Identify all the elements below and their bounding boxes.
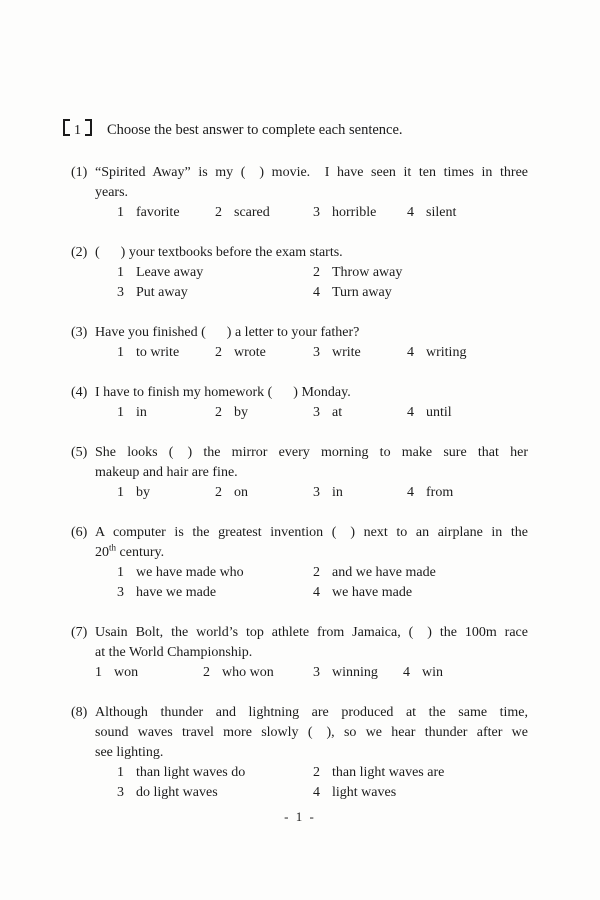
- options-row: [95, 783, 528, 803]
- option-number: 2: [313, 265, 320, 280]
- option-3: [313, 663, 403, 683]
- option-label: wrote: [234, 345, 266, 360]
- question-text-line: makeup and hair are fine.: [95, 465, 238, 480]
- question-number: (2): [71, 245, 88, 260]
- option-1: [117, 203, 215, 223]
- question-text-line: see lighting.: [95, 745, 164, 760]
- question-2: [71, 243, 528, 303]
- option-label: to write: [136, 345, 180, 360]
- question-8: [71, 703, 528, 803]
- option-number: 3: [313, 345, 320, 360]
- options-row: [95, 483, 528, 503]
- option-number: 4: [403, 665, 410, 680]
- option-label: winning: [332, 665, 378, 680]
- option-number: 1: [117, 565, 124, 580]
- options-row: [95, 343, 528, 363]
- option-4: [313, 583, 412, 603]
- option-label: who won: [222, 665, 274, 680]
- question-1: [71, 163, 528, 223]
- options-row: [95, 283, 528, 303]
- option-2: [313, 763, 444, 783]
- option-label: we have made who: [136, 565, 244, 580]
- question-number: (8): [71, 705, 88, 720]
- lenticular-bracket-close: [85, 119, 92, 136]
- option-number: 3: [313, 405, 320, 420]
- option-label: do light waves: [136, 785, 218, 800]
- option-2: [215, 203, 313, 223]
- option-label: in: [136, 405, 147, 420]
- option-label: from: [426, 485, 454, 500]
- option-1: [117, 563, 313, 583]
- option-label: Throw away: [332, 265, 403, 280]
- option-2: [203, 663, 313, 683]
- question-text-line: I have to finish my homework ( ) Monday.: [95, 385, 351, 400]
- option-4: [407, 403, 452, 423]
- option-1: [117, 343, 215, 363]
- option-label: scared: [234, 205, 270, 220]
- option-1: [117, 763, 313, 783]
- options-row: [95, 583, 528, 603]
- option-1: [117, 403, 215, 423]
- question-text-line: at the World Championship.: [95, 645, 253, 660]
- option-number: 2: [215, 405, 222, 420]
- question-number: (6): [71, 525, 88, 540]
- option-2: [215, 403, 313, 423]
- question-text-line: Although thunder and lightning are produced at the same time,: [95, 705, 528, 720]
- option-number: 4: [407, 405, 414, 420]
- question-text-line: sound waves travel more slowly ( ), so we hear thunder after we: [95, 725, 528, 740]
- question-5: [71, 443, 528, 503]
- option-number: 4: [313, 285, 320, 300]
- option-4: [407, 203, 456, 223]
- option-2: [313, 263, 402, 283]
- section-instruction: Choose the best answer to complete each sentence.: [107, 122, 403, 138]
- question-4: [71, 383, 528, 423]
- option-number: 3: [117, 785, 124, 800]
- option-number: 2: [215, 205, 222, 220]
- option-3: [117, 583, 313, 603]
- option-4: [407, 343, 466, 363]
- question-3: [71, 323, 528, 363]
- option-label: writing: [426, 345, 467, 360]
- option-2: [313, 563, 436, 583]
- option-3: [313, 343, 407, 363]
- option-number: 2: [313, 765, 320, 780]
- option-label: Leave away: [136, 265, 204, 280]
- question-number: (5): [71, 445, 88, 460]
- option-number: 4: [407, 205, 414, 220]
- option-label: won: [114, 665, 139, 680]
- century-superscript: th: [109, 542, 117, 553]
- option-label: on: [234, 485, 248, 500]
- option-label: horrible: [332, 205, 377, 220]
- option-4: [313, 783, 396, 803]
- question-6: [71, 523, 528, 603]
- option-number: 4: [407, 345, 414, 360]
- option-number: 2: [313, 565, 320, 580]
- option-number: 1: [95, 665, 102, 680]
- option-3: [117, 283, 313, 303]
- option-label: light waves: [332, 785, 397, 800]
- question-text-line: [95, 543, 528, 563]
- option-label: favorite: [136, 205, 180, 220]
- option-4: [403, 663, 443, 683]
- option-label: until: [426, 405, 452, 420]
- option-3: [313, 483, 407, 503]
- options-row: [95, 763, 528, 783]
- option-label: than light waves are: [332, 765, 445, 780]
- question-text-line: Usain Bolt, the world’s top athlete from Jamaica, ( ) the 100m race: [95, 625, 528, 640]
- option-label: and we have made: [332, 565, 436, 580]
- option-number: 4: [407, 485, 414, 500]
- option-1: [117, 263, 313, 283]
- option-number: 2: [215, 485, 222, 500]
- question-text-line: She looks ( ) the mirror every morning to make sure that her: [95, 445, 528, 460]
- option-label: write: [332, 345, 361, 360]
- option-label: we have made: [332, 585, 413, 600]
- option-number: 1: [117, 265, 124, 280]
- option-number: 4: [313, 585, 320, 600]
- page-number: - 1 -: [284, 809, 316, 824]
- lenticular-bracket-open: [63, 119, 70, 136]
- options-row: [95, 203, 528, 223]
- options-row: [95, 663, 528, 683]
- option-label: silent: [426, 205, 457, 220]
- option-label: at: [332, 405, 343, 420]
- option-number: 4: [313, 785, 320, 800]
- question-number: (4): [71, 385, 88, 400]
- option-label: by: [136, 485, 150, 500]
- option-4: [313, 283, 392, 303]
- option-label: in: [332, 485, 343, 500]
- option-number: 3: [313, 665, 320, 680]
- question-text-line: Have you finished ( ) a letter to your father?: [95, 325, 360, 340]
- century-rest: century.: [116, 545, 165, 560]
- option-label: by: [234, 405, 248, 420]
- option-4: [407, 483, 453, 503]
- option-number: 3: [117, 285, 124, 300]
- option-label: than light waves do: [136, 765, 246, 780]
- option-label: Put away: [136, 285, 188, 300]
- option-label: win: [422, 665, 443, 680]
- option-number: 3: [117, 585, 124, 600]
- option-3: [117, 783, 313, 803]
- question-text-line: ( ) your textbooks before the exam starts.: [95, 245, 343, 260]
- option-label: have we made: [136, 585, 217, 600]
- century-base: 20: [95, 545, 109, 560]
- option-number: 2: [215, 345, 222, 360]
- option-number: 1: [117, 345, 124, 360]
- question-number: (3): [71, 325, 88, 340]
- option-number: 1: [117, 405, 124, 420]
- option-2: [215, 343, 313, 363]
- option-3: [313, 403, 407, 423]
- question-text-line: A computer is the greatest invention ( ) next to an airplane in the: [95, 525, 528, 540]
- options-row: [95, 263, 528, 283]
- option-number: 3: [313, 485, 320, 500]
- options-row: [95, 563, 528, 583]
- option-1: [95, 663, 203, 683]
- option-number: 1: [117, 765, 124, 780]
- question-7: [71, 623, 528, 683]
- question-text-line: “Spirited Away” is my ( ) movie. I have seen it ten times in three: [95, 165, 528, 180]
- section-number: 1: [74, 123, 81, 138]
- options-row: [95, 403, 528, 423]
- option-label: Turn away: [332, 285, 392, 300]
- option-number: 2: [203, 665, 210, 680]
- option-number: 1: [117, 485, 124, 500]
- question-text-line: years.: [95, 185, 129, 200]
- option-1: [117, 483, 215, 503]
- option-number: 3: [313, 205, 320, 220]
- option-number: 1: [117, 205, 124, 220]
- option-2: [215, 483, 313, 503]
- option-3: [313, 203, 407, 223]
- section-heading: [63, 119, 403, 141]
- question-number: (1): [71, 165, 88, 180]
- question-number: (7): [71, 625, 88, 640]
